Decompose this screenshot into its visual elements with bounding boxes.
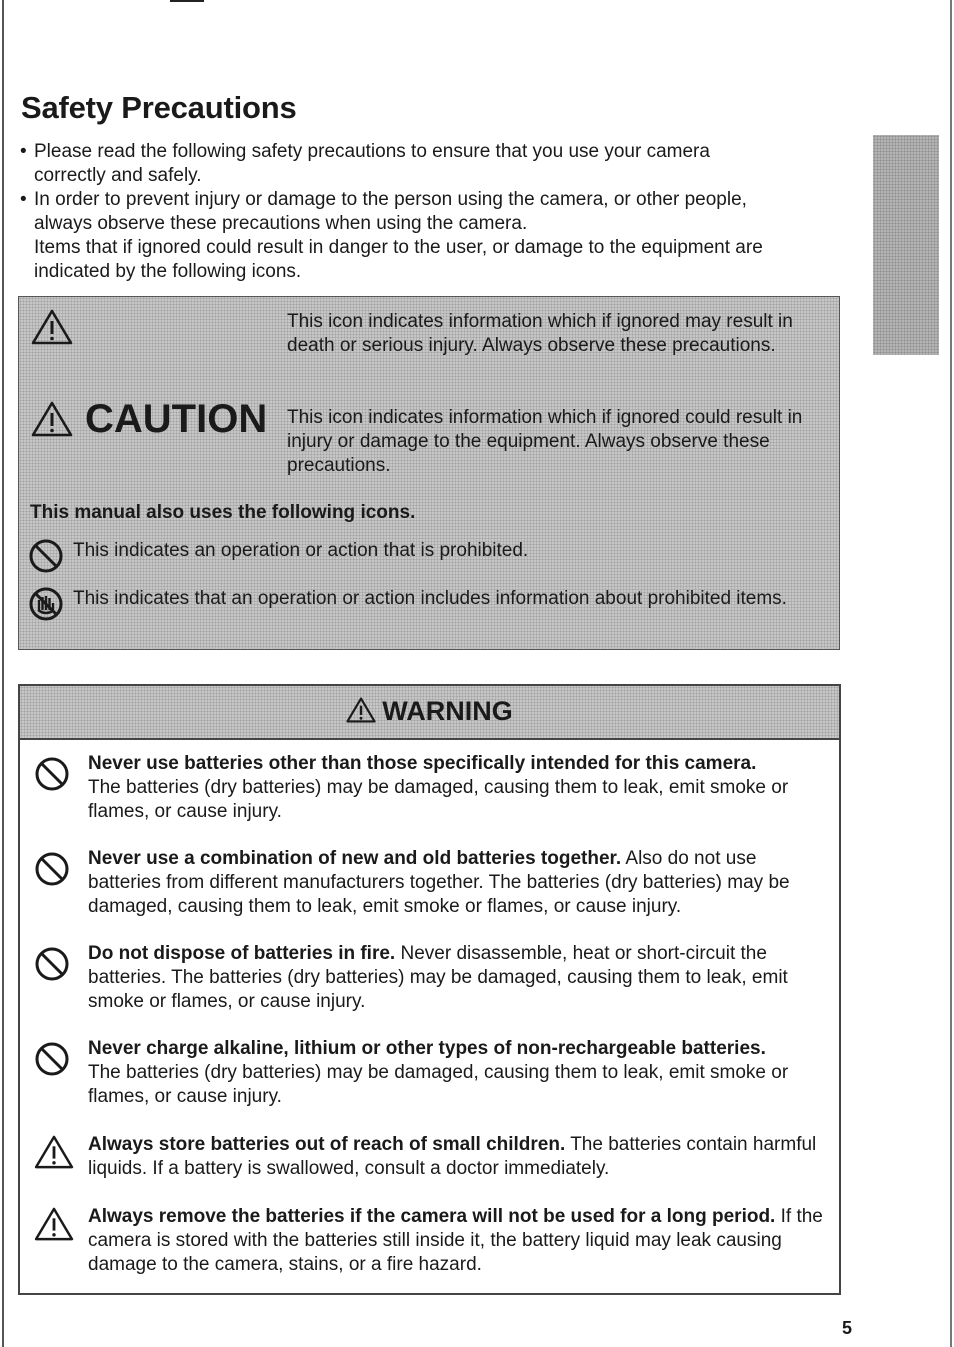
warning-header-label: WARNING: [382, 696, 513, 726]
warning-triangle-icon: [34, 1135, 74, 1174]
warning-triangle-icon: [34, 1207, 74, 1246]
bullet-symbol: •: [20, 189, 27, 210]
prohibited-icon: [34, 756, 70, 797]
warning-item-text: [88, 1133, 830, 1181]
warning-item-bold: Always remove the batteries if the camera will not be used for a long period.: [88, 1206, 776, 1227]
scan-edge-right: [950, 0, 952, 1347]
warning-box: [18, 684, 841, 1295]
warning-item-bold: Do not dispose of batteries in fire.: [88, 943, 396, 964]
warning-title: [20, 696, 839, 727]
caution-label: CAUTION: [85, 397, 268, 441]
warning-header: [20, 686, 839, 740]
intro-bullet-2-line-2: always observe these precautions when using the camera.: [34, 213, 528, 234]
prohibited-icon: [34, 851, 70, 892]
prohibited-items-icon: [28, 586, 64, 627]
page-number: 5: [842, 1318, 853, 1338]
side-index-tab: [873, 135, 939, 355]
intro-bullet-1: [18, 140, 838, 164]
scan-edge-left: [2, 0, 4, 1347]
prohibited-icon: [34, 946, 70, 987]
prohibited-description: This indicates an operation or action that is prohibited.: [73, 540, 529, 561]
warning-triangle-icon: [31, 309, 73, 350]
bullet-symbol: •: [20, 141, 27, 162]
warning-item-bold: Always store batteries out of reach of small children.: [88, 1134, 566, 1155]
caution-triangle-icon: [31, 401, 73, 442]
warning-item-bold: Never use a combination of new and old batteries together.: [88, 848, 622, 869]
intro-bullet-2-line-4: indicated by the following icons.: [34, 261, 302, 282]
legend-also-heading: This manual also uses the following icons.: [30, 502, 416, 523]
warning-item-body: The batteries contain harmful liquids. If a battery is swallowed, consult a doctor immediately.: [88, 1134, 817, 1179]
warning-item-text: [88, 752, 830, 824]
prohibited-items-description: This indicates that an operation or action includes information about prohibited items.: [73, 588, 787, 609]
warning-item-bold: Never use batteries other than those specifically intended for this camera.: [88, 753, 757, 774]
warning-item-text: [88, 847, 830, 919]
caution-description: This icon indicates information which if ignored could result in injury or damage to the equipment. Always observe these precautions.: [287, 407, 803, 476]
warning-item-bold: Never charge alkaline, lithium or other types of non-rechargeable batteries.: [88, 1038, 766, 1059]
intro-section: [18, 140, 838, 284]
prohibited-icon: [28, 538, 64, 579]
warning-item-body: Also do not use batteries from different manufacturers together. The batteries (dry batteries) may be damaged, causing them to leak, emit smoke or flames, or cause injury.: [88, 848, 790, 917]
warning-description: This icon indicates information which if ignored may result in death or serious injury. Always observe these precautions.: [287, 311, 793, 356]
intro-bullet-1-line-2: correctly and safely.: [34, 165, 202, 186]
intro-bullet-1-line-1: Please read the following safety precautions to ensure that you use your camera: [34, 141, 710, 162]
intro-bullet-2: [18, 188, 838, 212]
warning-item-text: [88, 942, 830, 1014]
warning-triangle-icon: [346, 697, 376, 723]
warning-item-text: [88, 1205, 830, 1277]
warning-item-body: The batteries (dry batteries) may be damaged, causing them to leak, emit smoke or flames, or cause injury.: [88, 777, 789, 822]
intro-bullet-2-line-3: Items that if ignored could result in danger to the user, or damage to the equipment are: [34, 237, 763, 258]
prohibited-icon: [34, 1041, 70, 1082]
icon-legend-box: [18, 296, 840, 650]
page-title: Safety Precautions: [21, 90, 297, 125]
warning-item-text: [88, 1037, 830, 1109]
scan-mark-top: [170, 0, 204, 2]
warning-item-body: The batteries (dry batteries) may be damaged, causing them to leak, emit smoke or flames, or cause injury.: [88, 1062, 789, 1107]
warning-item-body: If the camera is stored with the batteries still inside it, the battery liquid may leak causing damage to the camera, stains, or a fire hazard.: [88, 1206, 823, 1275]
warning-item-body: Never disassemble, heat or short-circuit the batteries. The batteries (dry batteries) may be damaged, causing them to leak, emit smoke or flames, or cause injury.: [88, 943, 788, 1012]
intro-bullet-2-line-1: In order to prevent injury or damage to the person using the camera, or other people,: [34, 189, 747, 210]
